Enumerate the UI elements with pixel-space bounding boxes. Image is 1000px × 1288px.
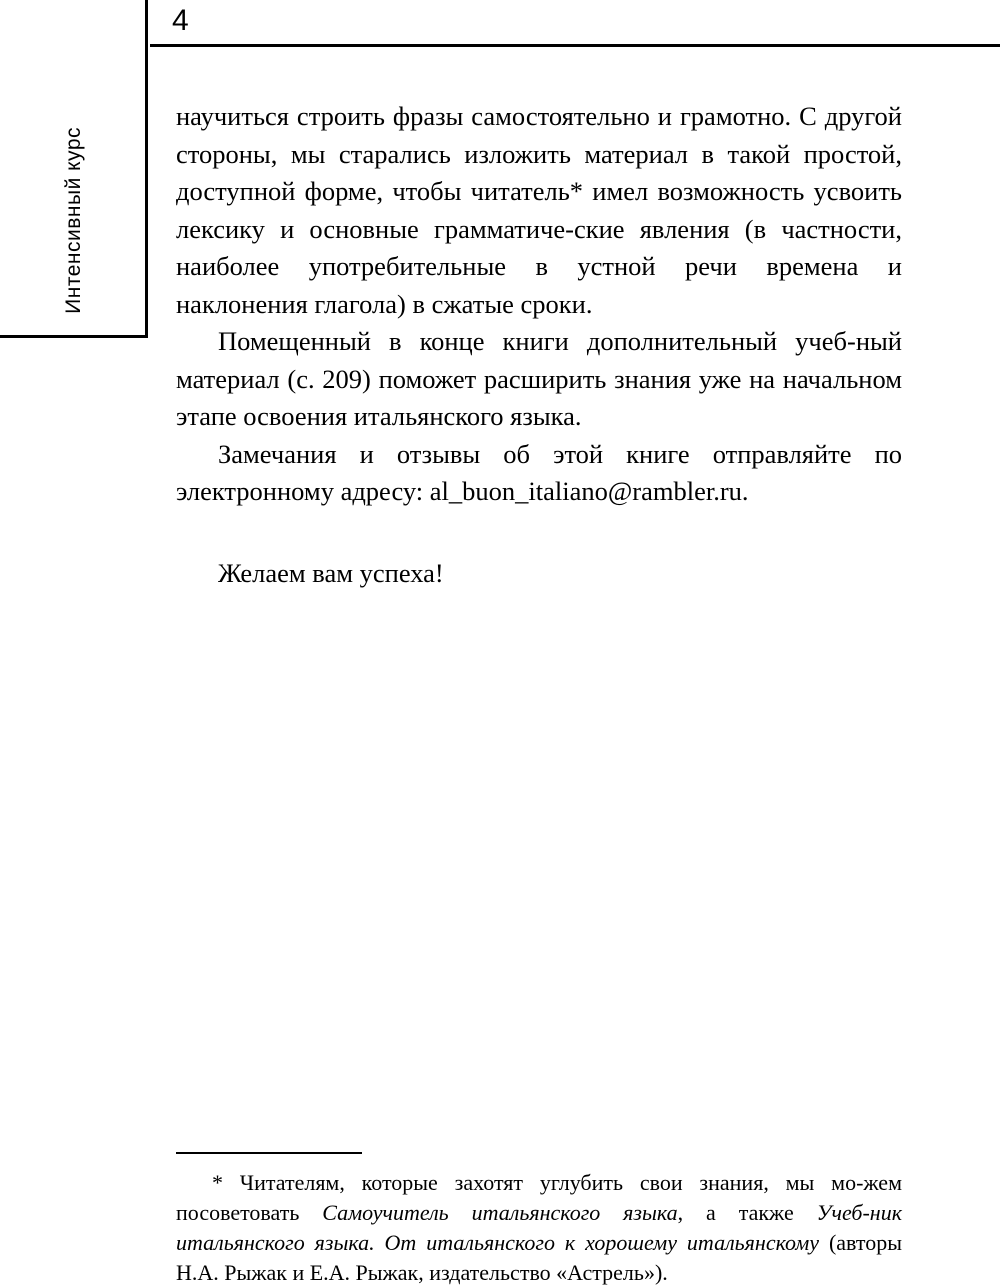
paragraph-3: Замечания и отзывы об этой книге отправляйте по электронному адресу: al_buon_italiano@rambler.ru. [176,438,902,506]
footnote-text-1: * Читателям, которые захотят углубить свои знания, мы мо-жем посоветовать [176,1170,902,1225]
footnote-divider [176,1152,362,1154]
footnote-text-3: (авторы Н.А. Рыжак и Е.А. Рыжак, издательство «Астрель»). [176,1230,902,1285]
footnote-block [176,1168,902,1288]
footnote-italic-2: Учеб-ник итальянского языка. От итальянского к хорошему итальянскому [176,1200,903,1255]
footnote-paragraph [176,1168,902,1288]
running-head-text: Интенсивный курс [62,127,85,314]
body-text-block [176,98,902,592]
footnote-italic-1: Самоучитель итальянского языка [322,1200,678,1225]
page-number: 4 [172,4,189,37]
paragraph-4: Желаем вам успеха! [218,557,444,588]
running-head-tab [0,0,148,338]
running-head-label-rotator [0,0,148,338]
paragraph-2: Помещенный в конце книги дополнительный учеб-ный материал (с. 209) поможет расширить знания уже на начальном этапе освоения итальянского языка. [176,326,902,431]
paragraph-1: научиться строить фразы самостоятельно и грамотно. С другой стороны, мы старались изложить материал в такой простой, доступной форме, чтобы читатель* имел возможность усвоить лексику и основные грамматиче-ские явления (в частности, наиболее употребительные в устной речи времена и наклонения глагола) в сжатые сроки. [176,101,902,319]
footnote-text-2: , а также [677,1200,817,1225]
header-divider [150,44,1000,47]
